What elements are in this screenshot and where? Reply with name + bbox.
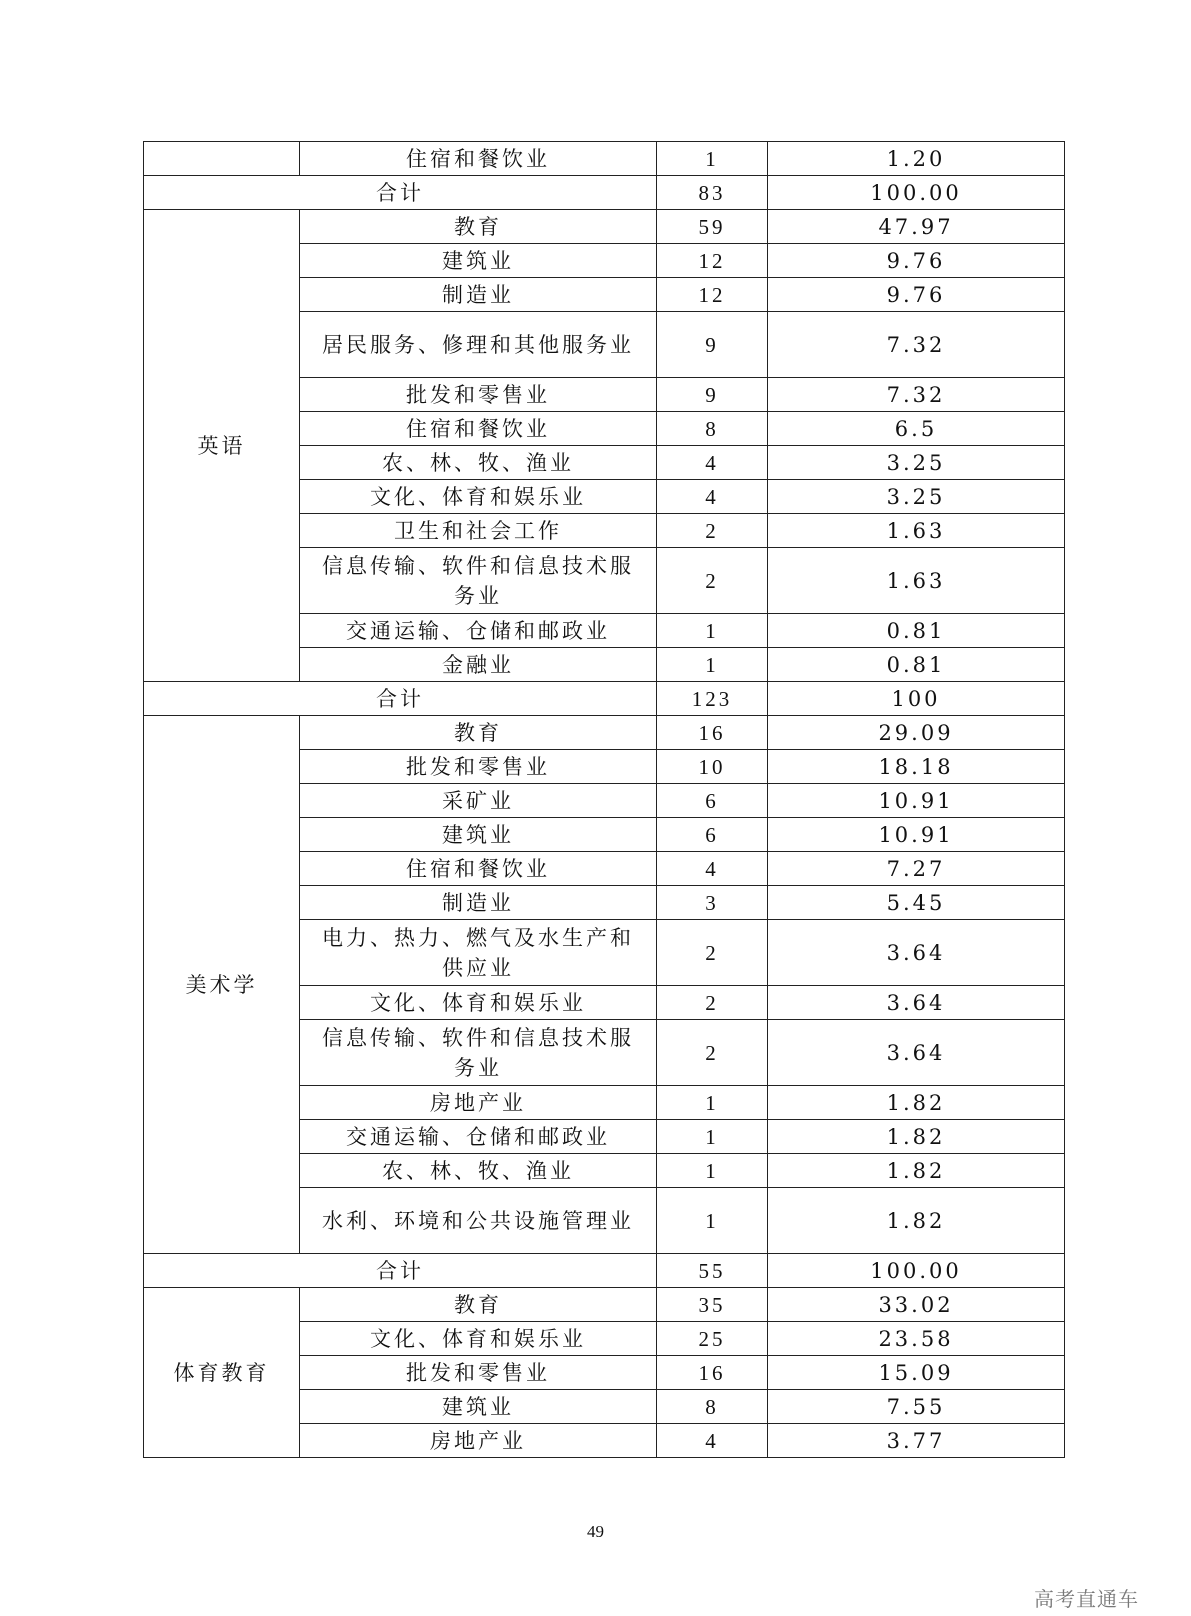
table-row	[144, 716, 1065, 750]
total-percent: 100	[768, 682, 1065, 716]
major-cell-empty	[144, 142, 300, 176]
count-cell: 4	[657, 446, 768, 480]
percent-cell: 1.82	[768, 1154, 1065, 1188]
industry-cell: 文化、体育和娱乐业	[300, 480, 657, 514]
percent-cell: 29.09	[768, 716, 1065, 750]
industry-cell: 电力、热力、燃气及水生产和供应业	[300, 920, 657, 986]
industry-cell: 信息传输、软件和信息技术服务业	[300, 548, 657, 614]
percent-cell: 0.81	[768, 648, 1065, 682]
count-cell: 2	[657, 1020, 768, 1086]
count-cell: 4	[657, 852, 768, 886]
count-cell: 1	[657, 614, 768, 648]
total-label: 合计	[144, 682, 657, 716]
total-percent: 100.00	[768, 1254, 1065, 1288]
count-cell: 9	[657, 312, 768, 378]
percent-cell: 1.82	[768, 1120, 1065, 1154]
percent-cell: 15.09	[768, 1356, 1065, 1390]
percent-cell: 3.77	[768, 1424, 1065, 1458]
count-cell: 1	[657, 1154, 768, 1188]
industry-cell: 建筑业	[300, 818, 657, 852]
table-row	[144, 1288, 1065, 1322]
industry-cell: 房地产业	[300, 1424, 657, 1458]
major-cell: 体育教育	[144, 1288, 300, 1458]
percent-cell: 7.32	[768, 378, 1065, 412]
percent-cell: 1.20	[768, 142, 1065, 176]
count-cell: 12	[657, 244, 768, 278]
count-cell: 16	[657, 1356, 768, 1390]
count-cell: 1	[657, 1120, 768, 1154]
percent-cell: 1.82	[768, 1188, 1065, 1254]
total-count: 123	[657, 682, 768, 716]
count-cell: 9	[657, 378, 768, 412]
industry-cell: 文化、体育和娱乐业	[300, 1322, 657, 1356]
industry-cell: 金融业	[300, 648, 657, 682]
industry-cell: 交通运输、仓储和邮政业	[300, 1120, 657, 1154]
percent-cell: 5.45	[768, 886, 1065, 920]
percent-cell: 3.64	[768, 1020, 1065, 1086]
count-cell: 8	[657, 1390, 768, 1424]
count-cell: 4	[657, 1424, 768, 1458]
total-percent: 100.00	[768, 176, 1065, 210]
count-cell: 1	[657, 648, 768, 682]
major-cell: 英语	[144, 210, 300, 682]
industry-cell: 教育	[300, 716, 657, 750]
major-cell: 美术学	[144, 716, 300, 1254]
percent-cell: 23.58	[768, 1322, 1065, 1356]
industry-cell: 批发和零售业	[300, 1356, 657, 1390]
percent-cell: 33.02	[768, 1288, 1065, 1322]
percent-cell: 0.81	[768, 614, 1065, 648]
percent-cell: 9.76	[768, 278, 1065, 312]
industry-cell: 制造业	[300, 278, 657, 312]
percent-cell: 7.32	[768, 312, 1065, 378]
total-row	[144, 1254, 1065, 1288]
industry-cell: 教育	[300, 210, 657, 244]
industry-cell: 交通运输、仓储和邮政业	[300, 614, 657, 648]
count-cell: 2	[657, 986, 768, 1020]
total-row	[144, 682, 1065, 716]
percent-cell: 3.25	[768, 480, 1065, 514]
percent-cell: 3.64	[768, 986, 1065, 1020]
percent-cell: 1.63	[768, 548, 1065, 614]
total-label: 合计	[144, 1254, 657, 1288]
percent-cell: 18.18	[768, 750, 1065, 784]
page-number: 49	[587, 1522, 604, 1541]
count-cell: 3	[657, 886, 768, 920]
count-cell: 6	[657, 784, 768, 818]
percent-cell: 47.97	[768, 210, 1065, 244]
count-cell: 25	[657, 1322, 768, 1356]
percent-cell: 3.64	[768, 920, 1065, 986]
percent-cell: 6.5	[768, 412, 1065, 446]
percent-cell: 9.76	[768, 244, 1065, 278]
count-cell: 10	[657, 750, 768, 784]
industry-cell: 批发和零售业	[300, 750, 657, 784]
industry-cell: 住宿和餐饮业	[300, 142, 657, 176]
count-cell: 1	[657, 142, 768, 176]
industry-cell: 建筑业	[300, 244, 657, 278]
count-cell: 2	[657, 920, 768, 986]
watermark-text: 高考直通车	[1034, 1587, 1139, 1611]
total-row	[144, 176, 1065, 210]
percent-cell: 7.55	[768, 1390, 1065, 1424]
table-row	[144, 142, 1065, 176]
count-cell: 16	[657, 716, 768, 750]
industry-cell: 建筑业	[300, 1390, 657, 1424]
count-cell: 59	[657, 210, 768, 244]
count-cell: 2	[657, 514, 768, 548]
industry-cell: 住宿和餐饮业	[300, 852, 657, 886]
count-cell: 12	[657, 278, 768, 312]
industry-cell: 农、林、牧、渔业	[300, 1154, 657, 1188]
industry-cell: 文化、体育和娱乐业	[300, 986, 657, 1020]
count-cell: 6	[657, 818, 768, 852]
count-cell: 2	[657, 548, 768, 614]
percent-cell: 7.27	[768, 852, 1065, 886]
employment-industry-table	[143, 141, 1065, 1458]
total-count: 83	[657, 176, 768, 210]
percent-cell: 1.82	[768, 1086, 1065, 1120]
count-cell: 8	[657, 412, 768, 446]
industry-cell: 制造业	[300, 886, 657, 920]
industry-cell: 信息传输、软件和信息技术服务业	[300, 1020, 657, 1086]
count-cell: 1	[657, 1188, 768, 1254]
industry-cell: 教育	[300, 1288, 657, 1322]
industry-cell: 住宿和餐饮业	[300, 412, 657, 446]
percent-cell: 10.91	[768, 818, 1065, 852]
industry-cell: 房地产业	[300, 1086, 657, 1120]
total-label: 合计	[144, 176, 657, 210]
count-cell: 35	[657, 1288, 768, 1322]
table-row	[144, 210, 1065, 244]
percent-cell: 3.25	[768, 446, 1065, 480]
percent-cell: 10.91	[768, 784, 1065, 818]
industry-cell: 批发和零售业	[300, 378, 657, 412]
count-cell: 1	[657, 1086, 768, 1120]
industry-cell: 采矿业	[300, 784, 657, 818]
industry-cell: 居民服务、修理和其他服务业	[300, 312, 657, 378]
total-count: 55	[657, 1254, 768, 1288]
industry-cell: 卫生和社会工作	[300, 514, 657, 548]
industry-cell: 水利、环境和公共设施管理业	[300, 1188, 657, 1254]
count-cell: 4	[657, 480, 768, 514]
percent-cell: 1.63	[768, 514, 1065, 548]
industry-cell: 农、林、牧、渔业	[300, 446, 657, 480]
